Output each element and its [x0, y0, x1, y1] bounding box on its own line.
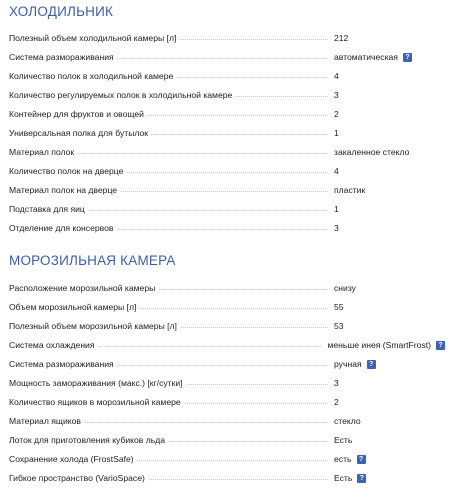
spec-label: Количество ящиков в морозильной камере — [9, 397, 334, 407]
spec-row — [9, 125, 445, 141]
section-title-refrigerator: ХОЛОДИЛЬНИК — [9, 4, 114, 19]
section-title-freezer: МОРОЗИЛЬНАЯ КАМЕРА — [9, 253, 176, 268]
spec-value: стекло — [334, 416, 361, 426]
spec-label: Сохранение холода (FrostSafe) — [9, 454, 334, 464]
spec-row — [9, 413, 445, 429]
spec-value: Есть — [334, 435, 353, 445]
spec-value: 53 — [334, 321, 344, 331]
spec-label: Полезный объем морозильной камеры [л] — [9, 321, 334, 331]
help-icon[interactable]: ? — [367, 360, 376, 369]
spec-label: Материал полок на дверце — [9, 185, 334, 195]
spec-label: Объем морозильной камеры [л] — [9, 302, 334, 312]
spec-label: Расположение морозильной камеры — [9, 283, 334, 293]
spec-row — [9, 356, 445, 372]
spec-value: 1 — [334, 128, 339, 138]
spec-row — [9, 299, 445, 315]
spec-row — [9, 470, 445, 486]
spec-label: Лоток для приготовления кубиков льда — [9, 435, 334, 445]
spec-value: 1 — [334, 204, 339, 214]
help-icon[interactable]: ? — [403, 53, 412, 62]
spec-label: Система размораживания — [9, 52, 334, 62]
spec-label: Отделение для консервов — [9, 223, 334, 233]
spec-value: пластик — [334, 185, 366, 195]
spec-value: 212 — [334, 33, 349, 43]
spec-label: Контейнер для фруктов и овощей — [9, 109, 334, 119]
spec-row — [9, 220, 445, 236]
spec-value: 3 — [334, 378, 339, 388]
spec-row — [9, 68, 445, 84]
spec-row — [9, 318, 445, 334]
spec-label: Материал ящиков — [9, 416, 334, 426]
help-icon[interactable]: ? — [357, 474, 366, 483]
spec-value: Есть ? — [334, 473, 445, 483]
spec-row — [9, 182, 445, 198]
spec-row — [9, 30, 445, 46]
spec-value: ручная ? — [334, 359, 445, 369]
spec-row — [9, 451, 445, 467]
help-icon[interactable]: ? — [357, 455, 366, 464]
spec-value: 2 — [334, 397, 339, 407]
spec-row — [9, 49, 445, 65]
spec-value: меньше инея (SmartFrost) ? — [327, 340, 445, 350]
spec-label: Система охлаждения — [9, 340, 327, 350]
spec-value: 55 — [334, 302, 344, 312]
spec-row — [9, 144, 445, 160]
spec-row — [9, 337, 445, 353]
spec-row — [9, 163, 445, 179]
spec-label: Количество полок на дверце — [9, 166, 334, 176]
spec-label: Количество регулируемых полок в холодильной камере — [9, 90, 334, 100]
spec-label: Мощность замораживания (макс.) [кг/сутки] — [9, 378, 334, 388]
spec-label: Материал полок — [9, 147, 334, 157]
spec-row — [9, 432, 445, 448]
spec-label: Количество полок в холодильной камере — [9, 71, 334, 81]
spec-row — [9, 375, 445, 391]
spec-row — [9, 280, 445, 296]
spec-value: снизу — [334, 283, 356, 293]
spec-label: Гибкое пространство (VarioSpace) — [9, 473, 334, 483]
spec-value: есть ? — [334, 454, 445, 464]
spec-value: 3 — [334, 223, 339, 233]
spec-value: 4 — [334, 166, 339, 176]
spec-label: Подставка для яиц — [9, 204, 334, 214]
spec-row — [9, 87, 445, 103]
spec-row — [9, 394, 445, 410]
spec-value: 4 — [334, 71, 339, 81]
spec-value: автоматическая ? — [334, 52, 445, 62]
spec-value: 2 — [334, 109, 339, 119]
spec-row — [9, 201, 445, 217]
spec-label: Система размораживания — [9, 359, 334, 369]
spec-label: Универсальная полка для бутылок — [9, 128, 334, 138]
help-icon[interactable]: ? — [436, 341, 445, 350]
spec-value: 3 — [334, 90, 339, 100]
spec-label: Полезный объем холодильной камеры [л] — [9, 33, 334, 43]
spec-value: закаленное стекло — [334, 147, 410, 157]
spec-row — [9, 106, 445, 122]
